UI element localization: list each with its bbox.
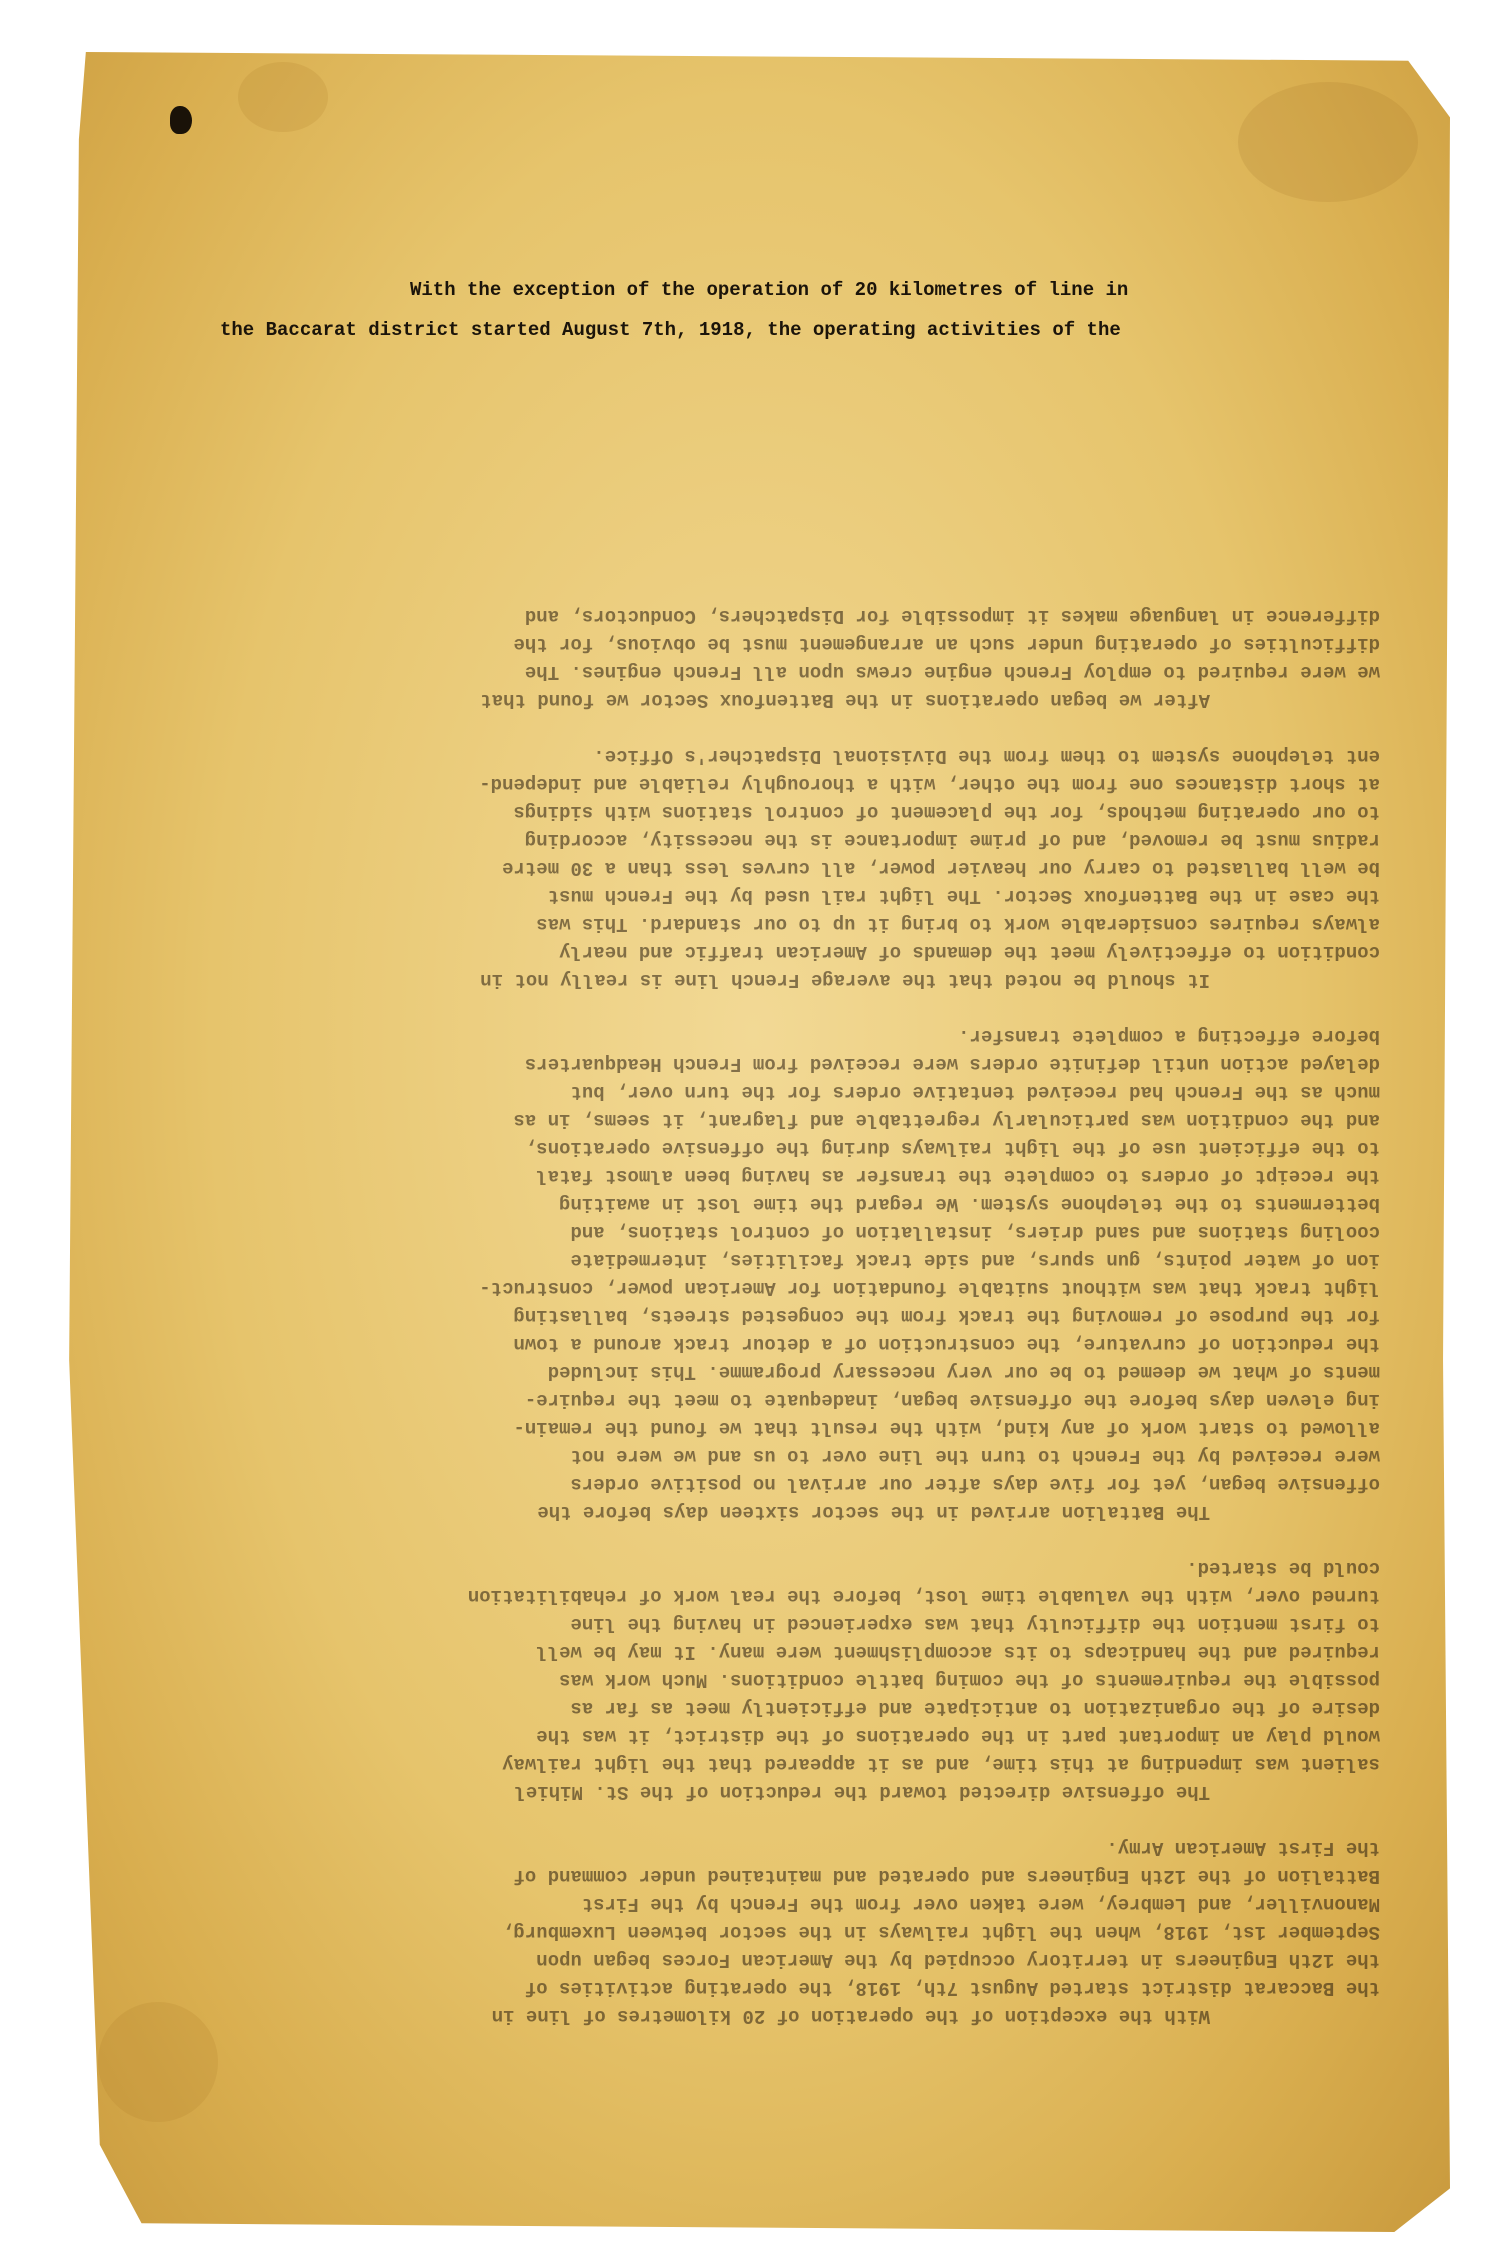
reverse-line: delayed action until definite orders were received from French Headquarters (524, 1053, 1380, 1075)
reverse-line: were received by the French to turn the line over to us and we were not (570, 1445, 1380, 1467)
reverse-line: Manonviller, and Lembrey, were taken over from the French by the First (581, 1893, 1380, 1915)
reverse-line: ion of water points, gun spurs, and side track facilities, intermediate (570, 1249, 1380, 1271)
reverse-line: cooling stations and sand driers, installation of control stations, and (570, 1221, 1380, 1243)
reverse-paragraph (230, 742, 1380, 994)
reverse-line: difficulties of operating under such an arrangement must be obvious, for the (513, 633, 1380, 655)
reverse-line: for the purpose of removing the track from the congested streets, ballasting (513, 1305, 1380, 1327)
paper-stain (98, 2002, 218, 2122)
bleed-through-text (230, 500, 1380, 2030)
reverse-line: possible the requirements of the coming battle conditions. Much work was (559, 1669, 1380, 1691)
reverse-line: Battalion of the 12th Engineers and operated and maintained under command of (513, 1865, 1380, 1887)
reverse-line: It should be noted that the average French line is really not in (480, 969, 1210, 991)
reverse-line: turned over, with the valuable time lost, before the real work of rehabilitation (467, 1585, 1380, 1607)
reverse-line: and the condition was particularly regrettable and flagrant, it seems, in as (513, 1109, 1380, 1131)
reverse-line: the receipt of orders to complete the transfer as having been almost fatal (536, 1165, 1380, 1187)
front-text (220, 270, 1340, 350)
reverse-line: With the exception of the operation of 20 kilometres of line in (491, 2005, 1210, 2027)
reverse-line: the reduction of curvature, the construction of a detour track around a town (513, 1333, 1380, 1355)
reverse-line: the First American Army. (1106, 1837, 1380, 1859)
reverse-line: much as the French had received tentative orders for the turn over, but (570, 1081, 1380, 1103)
reverse-paragraph (230, 1834, 1380, 2030)
reverse-line: ent telephone system to them from the Divisional Dispatcher's Office. (593, 745, 1380, 767)
reverse-line: salient was impending at this time, and as it appeared that the light railway (502, 1753, 1380, 1775)
reverse-line: ments of what we deemed to be our very necessary programme. This included (547, 1361, 1380, 1383)
reverse-line: to first mention the difficulty that was experienced in having the line (570, 1613, 1380, 1635)
reverse-line: be well ballasted to carry our heavier power, all curves less than a 30 metre (502, 857, 1380, 879)
reverse-line: September 1st, 1918, when the light railways in the sector between Luxemburg, (502, 1921, 1380, 1943)
reverse-line: the Baccarat district started August 7th, 1918, the operating activities of (524, 1977, 1380, 1999)
reverse-line: the case in the Battenfoux Sector. The light rail used by the French must (547, 885, 1380, 907)
reverse-paragraph (230, 1022, 1380, 1526)
reverse-line: allowed to start work of any kind, with the result that we found the remain- (513, 1417, 1380, 1439)
reverse-line: could be started. (1186, 1557, 1380, 1579)
reverse-line: would play an important part in the operations of the district, it was the (536, 1725, 1380, 1747)
reverse-line: at short distances one from the other, with a thoroughly reliable and independ- (479, 773, 1380, 795)
reverse-line: we were required to employ French engine crews upon all French engines. The (524, 661, 1380, 683)
reverse-line: The Battalion arrived in the sector sixteen days before the (537, 1501, 1210, 1523)
reverse-paragraph (230, 1554, 1380, 1806)
reverse-line: desire of the organization to anticipate and efficiently meet as far as (570, 1697, 1380, 1719)
reverse-line: required and the handicaps to its accomplishment were many. It may be well (536, 1641, 1380, 1663)
reverse-line: offensive began, yet for five days after our arrival no positive orders (570, 1473, 1380, 1495)
paper-stain (238, 62, 328, 132)
reverse-line: to our operating methods, for the placement of control stations with sidings (513, 801, 1380, 823)
reverse-line: difference in language makes it impossible for Dispatchers, Conductors, and (524, 605, 1380, 627)
front-line: With the exception of the operation of 20 kilometres of line in (410, 279, 1129, 301)
paper-stain (1238, 82, 1418, 202)
reverse-line: betterments to the telephone system. We regard the time lost in awaiting (559, 1193, 1380, 1215)
reverse-line: condition to effectively meet the demands of American traffic and nearly (559, 941, 1380, 963)
reverse-paragraph (230, 602, 1380, 714)
reverse-line: before effecting a complete transfer. (958, 1025, 1380, 1047)
reverse-line: light track that was without suitable foundation for American power, construct- (479, 1277, 1380, 1299)
front-line: the Baccarat district started August 7th, 1918, the operating activities of the (220, 319, 1121, 341)
reverse-line: radius must be removed, and of prime importance is the necessity, according (524, 829, 1380, 851)
reverse-line: to the efficient use of the light railways during the offensive operations, (524, 1137, 1380, 1159)
reverse-line: ing eleven days before the offensive began, inadequate to meet the require- (524, 1389, 1380, 1411)
ink-blot (170, 106, 192, 134)
reverse-line: The offensive directed toward the reduction of the St. Mihiel (514, 1781, 1210, 1803)
reverse-line: After we began operations in the Battenfoux Sector we found that (480, 689, 1210, 711)
reverse-line: the 12th Engineers in territory occupied by the American Forces began upon (536, 1949, 1380, 1971)
reverse-line: always requires considerable work to bring it up to our standard. This was (536, 913, 1380, 935)
